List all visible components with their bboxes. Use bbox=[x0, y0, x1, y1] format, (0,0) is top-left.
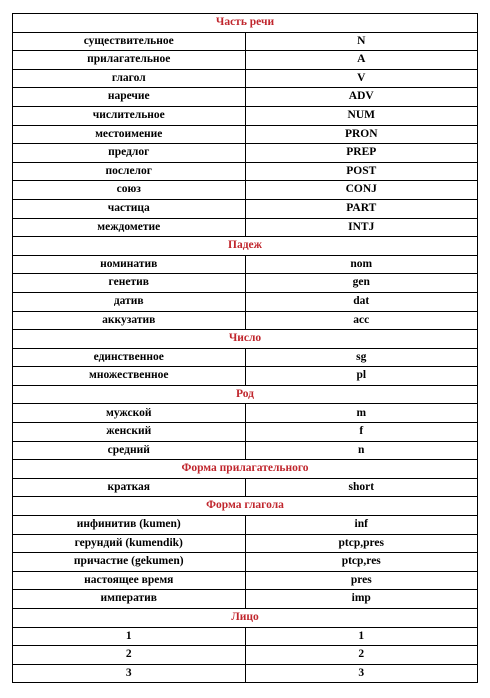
tag-cell: A bbox=[245, 51, 478, 70]
tag-cell: PRON bbox=[245, 125, 478, 144]
table-row bbox=[13, 181, 478, 200]
table-body bbox=[13, 14, 478, 683]
term-cell: местоимение bbox=[13, 125, 246, 144]
term-cell: глагол bbox=[13, 69, 246, 88]
tag-cell: N bbox=[245, 32, 478, 51]
table-row bbox=[13, 218, 478, 237]
term-cell: 1 bbox=[13, 627, 246, 646]
table-row bbox=[13, 441, 478, 460]
tag-cell: inf bbox=[245, 516, 478, 535]
table-row bbox=[13, 69, 478, 88]
section-title: Форма прилагательного bbox=[13, 460, 478, 479]
table-row bbox=[13, 144, 478, 163]
table-row bbox=[13, 664, 478, 683]
tag-cell: dat bbox=[245, 292, 478, 311]
section-title: Число bbox=[13, 330, 478, 349]
section-title: Падеж bbox=[13, 237, 478, 256]
tag-cell: CONJ bbox=[245, 181, 478, 200]
tag-cell: sg bbox=[245, 348, 478, 367]
section-header-row bbox=[13, 460, 478, 479]
term-cell: аккузатив bbox=[13, 311, 246, 330]
table-row bbox=[13, 478, 478, 497]
tag-cell: POST bbox=[245, 162, 478, 181]
table-row bbox=[13, 516, 478, 535]
table-row bbox=[13, 255, 478, 274]
section-title: Род bbox=[13, 385, 478, 404]
table-row bbox=[13, 534, 478, 553]
tag-cell: short bbox=[245, 478, 478, 497]
term-cell: единственное bbox=[13, 348, 246, 367]
tag-cell: 2 bbox=[245, 646, 478, 665]
section-header-row bbox=[13, 14, 478, 33]
table-row bbox=[13, 348, 478, 367]
table-row bbox=[13, 571, 478, 590]
grammar-tag-table bbox=[12, 13, 478, 683]
term-cell: мужской bbox=[13, 404, 246, 423]
section-header-row bbox=[13, 330, 478, 349]
table-row bbox=[13, 367, 478, 386]
table-row bbox=[13, 292, 478, 311]
table-row bbox=[13, 125, 478, 144]
term-cell: средний bbox=[13, 441, 246, 460]
table-row bbox=[13, 590, 478, 609]
term-cell: женский bbox=[13, 423, 246, 442]
tag-cell: m bbox=[245, 404, 478, 423]
tag-cell: 3 bbox=[245, 664, 478, 683]
term-cell: причастие (gekumen) bbox=[13, 553, 246, 572]
tag-cell: PREP bbox=[245, 144, 478, 163]
section-header-row bbox=[13, 609, 478, 628]
section-title: Лицо bbox=[13, 609, 478, 628]
term-cell: герундий (kumendik) bbox=[13, 534, 246, 553]
tag-cell: pl bbox=[245, 367, 478, 386]
section-header-row bbox=[13, 237, 478, 256]
term-cell: 2 bbox=[13, 646, 246, 665]
table-row bbox=[13, 51, 478, 70]
table-row bbox=[13, 311, 478, 330]
term-cell: инфинитив (kumen) bbox=[13, 516, 246, 535]
tag-cell: n bbox=[245, 441, 478, 460]
section-title: Часть речи bbox=[13, 14, 478, 33]
tag-cell: NUM bbox=[245, 106, 478, 125]
tag-cell: ADV bbox=[245, 88, 478, 107]
term-cell: множественное bbox=[13, 367, 246, 386]
tag-cell: ptcp,pres bbox=[245, 534, 478, 553]
section-header-row bbox=[13, 497, 478, 516]
term-cell: 3 bbox=[13, 664, 246, 683]
term-cell: номинатив bbox=[13, 255, 246, 274]
tag-cell: PART bbox=[245, 199, 478, 218]
table-row bbox=[13, 627, 478, 646]
term-cell: существительное bbox=[13, 32, 246, 51]
tag-cell: imp bbox=[245, 590, 478, 609]
section-title: Форма глагола bbox=[13, 497, 478, 516]
table-row bbox=[13, 274, 478, 293]
term-cell: прилагательное bbox=[13, 51, 246, 70]
table-row bbox=[13, 106, 478, 125]
section-header-row bbox=[13, 385, 478, 404]
term-cell: частица bbox=[13, 199, 246, 218]
tag-cell: 1 bbox=[245, 627, 478, 646]
tag-cell: ptcp,res bbox=[245, 553, 478, 572]
tag-cell: gen bbox=[245, 274, 478, 293]
tag-cell: INTJ bbox=[245, 218, 478, 237]
table-row bbox=[13, 88, 478, 107]
table-row bbox=[13, 646, 478, 665]
table-row bbox=[13, 553, 478, 572]
term-cell: союз bbox=[13, 181, 246, 200]
term-cell: наречие bbox=[13, 88, 246, 107]
term-cell: краткая bbox=[13, 478, 246, 497]
table-row bbox=[13, 199, 478, 218]
tag-cell: acc bbox=[245, 311, 478, 330]
table-row bbox=[13, 162, 478, 181]
term-cell: числительное bbox=[13, 106, 246, 125]
tag-cell: nom bbox=[245, 255, 478, 274]
tag-cell: f bbox=[245, 423, 478, 442]
table-row bbox=[13, 32, 478, 51]
tag-cell: V bbox=[245, 69, 478, 88]
table-row bbox=[13, 404, 478, 423]
term-cell: императив bbox=[13, 590, 246, 609]
term-cell: послелог bbox=[13, 162, 246, 181]
tag-cell: pres bbox=[245, 571, 478, 590]
term-cell: настоящее время bbox=[13, 571, 246, 590]
term-cell: генетив bbox=[13, 274, 246, 293]
term-cell: междометие bbox=[13, 218, 246, 237]
term-cell: датив bbox=[13, 292, 246, 311]
term-cell: предлог bbox=[13, 144, 246, 163]
table-row bbox=[13, 423, 478, 442]
